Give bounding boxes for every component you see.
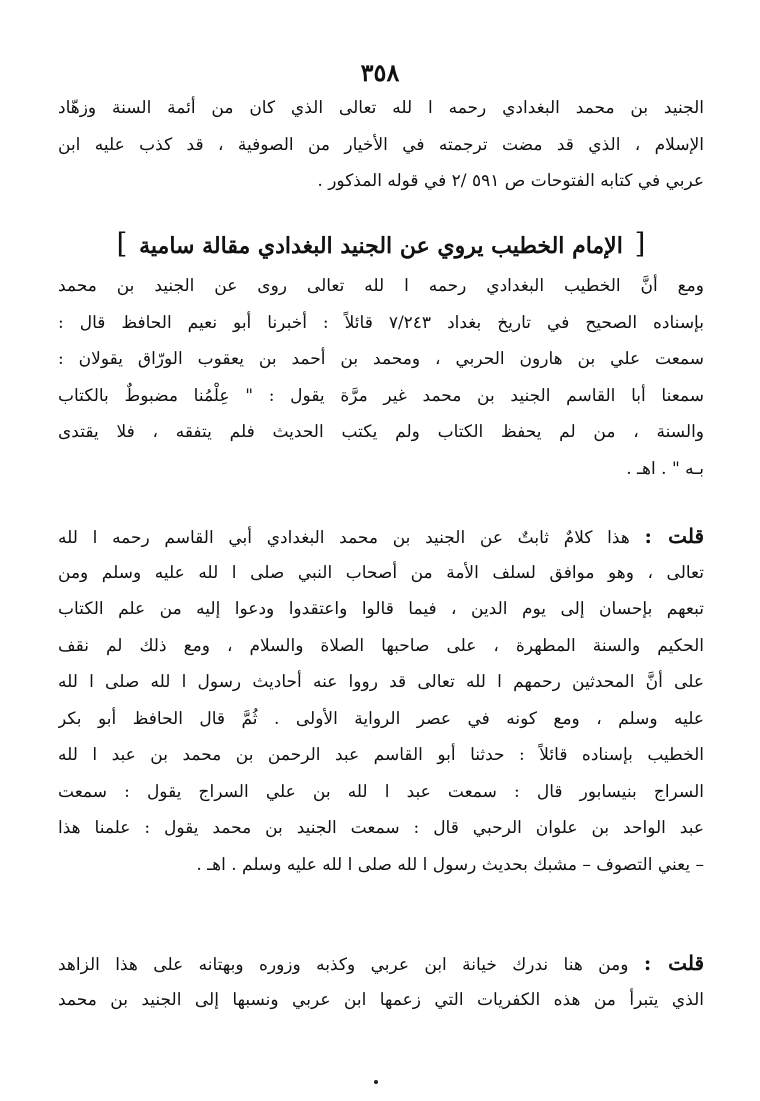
- text-line: [58, 945, 704, 982]
- section-heading: [58, 224, 704, 266]
- text-line: عبد الواحد بن علوان الرحبي قال : سمعت الجنيد بن محمد يقول : علمنا هذا: [58, 818, 704, 838]
- text-line: عليه وسلم ، ومع كونه في عصر الرواية الأولى . ثُمَّ قال الحافظ أبو بكر: [58, 708, 704, 729]
- text-line: والسنة ، من لم يحفظ الكتاب ولم يكتب الحديث فلم يتفقه ، فلا يقتدى: [58, 422, 704, 442]
- text-line: السراج بنيسابور قال : سمعت عبد ا لله بن علي السراج يقول : سمعت: [58, 781, 704, 802]
- text-line: الإسلام ، الذي قد مضت ترجمته في الأخيار من الصوفية ، قد كذب عليه ابن: [58, 134, 704, 155]
- text-line: – يعني التصوف – مشبك بحديث رسول ا لله صلى ا لله عليه وسلم . اهـ .: [196, 854, 704, 875]
- paragraph-commentary: [58, 518, 704, 883]
- text-line: الجنيد بن محمد البغدادي رحمه ا لله تعالى الذي كان من أئمة السنة وزهّاد: [58, 98, 704, 118]
- text-line: الحكيم والسنة المطهرة ، على صاحبها الصلاة والسلام ، ومع ذلك لم نقف: [58, 635, 704, 656]
- paragraph-conclusion: [58, 945, 704, 1018]
- text-line: تبعهم بإحسان إلى يوم الدين ، فيما قالوا واعتقدوا ودعوا إليه من علم الكتاب: [58, 599, 704, 619]
- text-line: بـه " . اهـ .: [626, 458, 704, 479]
- paragraph-intro: [58, 90, 704, 200]
- heading-open-bracket: [: [634, 227, 646, 260]
- page-number: ٣٥٨: [360, 58, 400, 87]
- qult-lead: قلت :: [643, 951, 704, 975]
- text-line: سمعنا أبا القاسم الجنيد بن محمد غير مرَّة يقول : " عِلْمُنا مضبوطٌ بالكتاب: [58, 385, 704, 406]
- text-line: عربي في كتابه الفتوحات ص ٥٩١ /٢ في قوله المذكور .: [317, 171, 704, 191]
- text-line: ومع أنَّ الخطيب البغدادي رحمه ا لله تعالى روى عن الجنيد بن محمد: [58, 276, 704, 296]
- text-line-content: هذا كلامٌ ثابتٌ عن الجنيد بن محمد البغدادي أبي القاسم رحمه ا لله: [58, 528, 630, 548]
- heading-text: الإمام الخطيب يروي عن الجنيد البغدادي مقالة سامية: [139, 233, 623, 259]
- paragraph-khatib-narration: [58, 268, 704, 487]
- text-line: تعالى ، وهو موافق لسلف الأمة من أصحاب النبي صلى ا لله عليه وسلم ومن: [58, 562, 704, 583]
- text-line: سمعت علي بن هارون الحربي ، ومحمد بن أحمد بن يعقوب الورّاق يقولان :: [58, 349, 704, 369]
- text-line: [58, 518, 704, 555]
- qult-lead: قلت :: [644, 524, 704, 548]
- text-line-content: ومن هنا ندرك خيانة ابن عربي وكذبه وزوره وبهتانه على هذا الزاهد: [58, 955, 629, 975]
- footer-dot: [374, 1080, 378, 1084]
- text-line: على أنَّ المحدثين رحمهم ا لله تعالى قد رووا عنه أحاديث رسول ا لله صلى ا لله: [58, 672, 704, 692]
- text-line: الذي يتبرأ من هذه الكفريات التي زعمها ابن عربي ونسبها إلى الجنيد بن محمد: [58, 989, 704, 1010]
- heading-close-bracket: ]: [116, 227, 128, 260]
- text-line: الخطيب بإسناده قائلاً : حدثنا أبو القاسم عبد الرحمن بن محمد بن عبد ا لله: [58, 745, 704, 765]
- text-line: بإسناده الصحيح في تاريخ بغداد ٧/٢٤٣ قائلاً : أخبرنا أبو نعيم الحافظ قال :: [58, 312, 704, 333]
